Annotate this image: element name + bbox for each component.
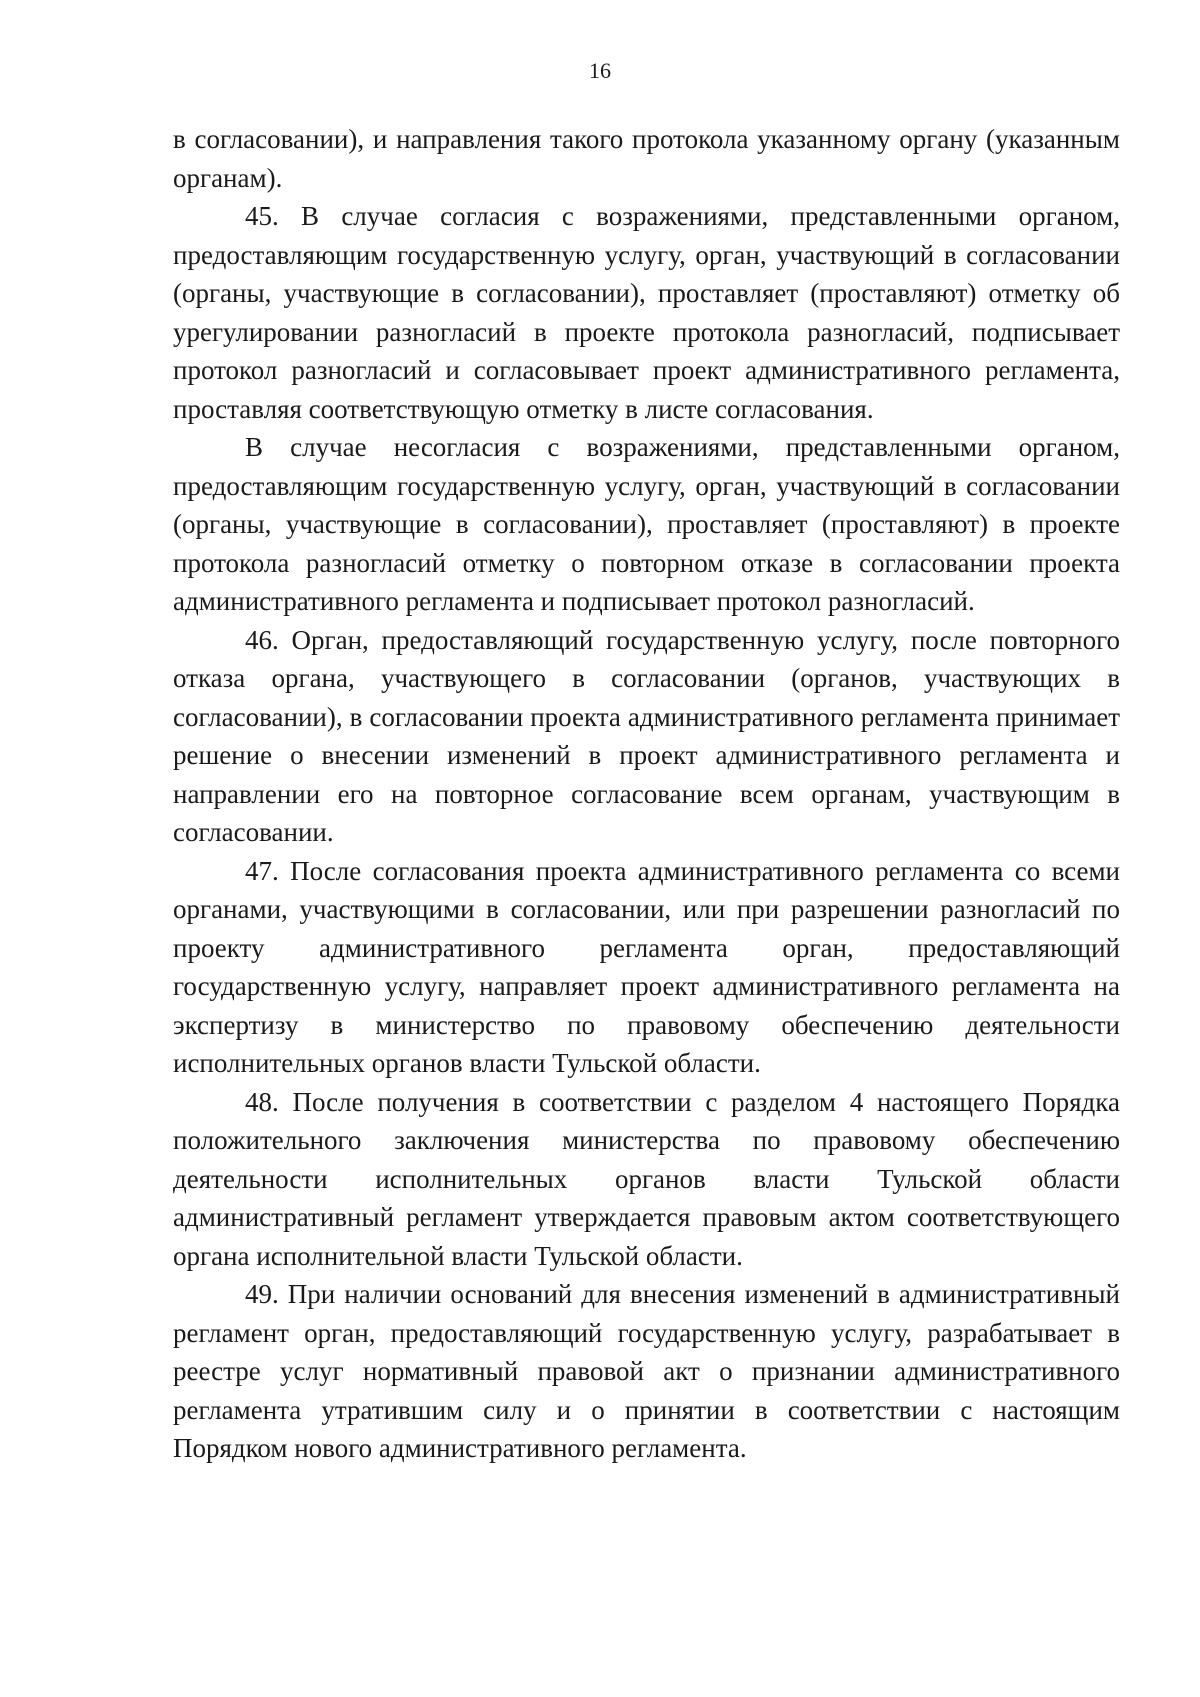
paragraph-45: 45. В случае согласия с возражениями, представленными органом, предоставляющим государственную услугу, орган, участвующий в согласовании (органы, участвующие в согласовании), проставляет (проставляют) отметку об урегулировании разногласий в проекте протокола разногласий, подписывает протокол разногласий и согласовывает проект административного регламента, проставляя соответствующую отметку в листе согласования.	[173, 201, 1120, 424]
paragraph-45-disagreement: В случае несогласия с возражениями, представленными органом, предоставляющим государственную услугу, орган, участвующий в согласовании (органы, участвующие в согласовании), проставляет (проставляют) в проекте протокола разногласий отметку о повторном отказе в согласовании проекта административного регламента и подписывает протокол разногласий.	[173, 432, 1120, 616]
document-body	[173, 120, 1120, 1468]
paragraph-49: 49. При наличии оснований для внесения изменений в административный регламент орган, предоставляющий государственную услугу, разрабатывает в реестре услуг нормативный правовой акт о признании административного регламента утратившим силу и о принятии в соответствии с настоящим Порядком нового административного регламента.	[173, 1279, 1120, 1463]
page-number: 16	[589, 58, 611, 83]
paragraph-48: 48. После получения в соответствии с разделом 4 настоящего Порядка положительного заключения министерства по правовому обеспечению деятельности исполнительных органов власти Тульской области административный регламент утверждается правовым актом соответствующего органа исполнительной власти Тульской области.	[173, 1086, 1120, 1271]
paragraph-46: 46. Орган, предоставляющий государственную услугу, после повторного отказа органа, участвующего в согласовании (органов, участвующих в согласовании), в согласовании проекта административного регламента принимает решение о внесении изменений в проект административного регламента и направлении его на повторное согласование всем органам, участвующим в согласовании.	[173, 624, 1120, 847]
paragraph-47: 47. После согласования проекта административного регламента со всеми органами, участвующими в согласовании, или при разрешении разногласий по проекту административного регламента орган, предоставляющий государственную услугу, направляет проект административного регламента на экспертизу в министерство по правовому обеспечению деятельности исполнительных органов власти Тульской области.	[173, 855, 1120, 1078]
paragraph-continuation: в согласовании), и направления такого протокола указанному органу (указанным органам).	[173, 124, 1120, 193]
